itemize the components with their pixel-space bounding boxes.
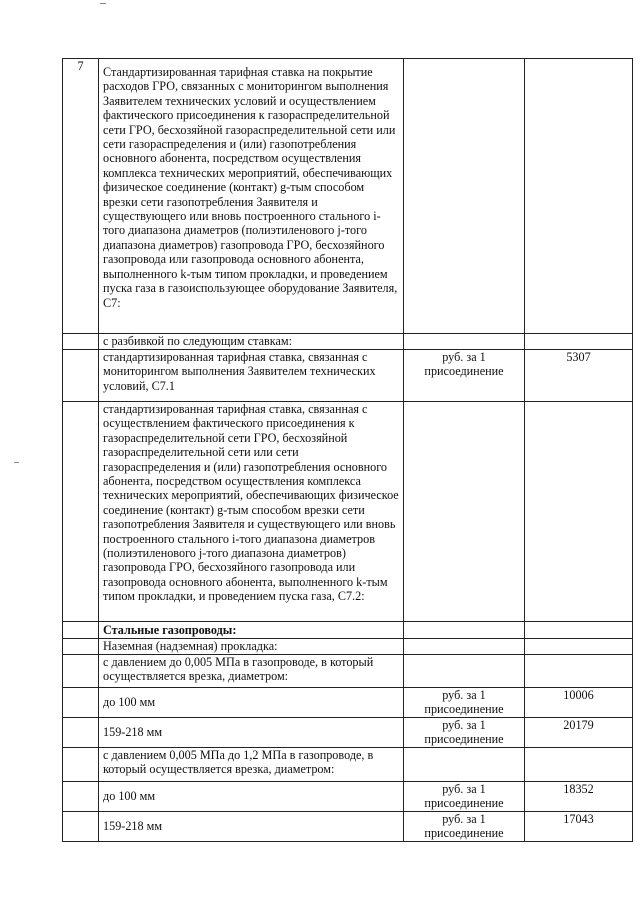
row-description: стандартизированная тарифная ставка, связанная с осуществлением фактического присоединения к газораспределительной сети ГРО, бесхозяйной газораспределительной сети или сети газораспределения и (или) газопотребления основного абонента, посредством осуществления комплекса технических мероприятий, обеспечивающих физическое соединение (контакт) g-тым способом врезки сети газопотребления Заявителя и существующего или вновь построенного стального i-того диапазона диаметров (полиэтиленового j-того диапазона диаметров) газопровода ГРО, бесхозяйного газопровода или газопровода основного абонента, выполненного k-тым типом прокладки, и проведением пуска газа, С7.2: [99, 402, 404, 622]
row-value [525, 334, 633, 350]
row-value: 10006 [525, 688, 633, 718]
row-unit [404, 334, 525, 350]
row-number [63, 718, 99, 748]
table-row [63, 639, 633, 655]
row-number [63, 350, 99, 402]
table-row [63, 655, 633, 688]
scan-speck [100, 3, 106, 4]
row-description: 159-218 мм [99, 812, 404, 842]
row-value [525, 59, 633, 334]
row-description: с разбивкой по следующим ставкам: [99, 334, 404, 350]
row-unit [404, 622, 525, 639]
row-unit: руб. за 1 присоединение [404, 812, 525, 842]
row-number: 7 [63, 59, 99, 334]
scan-speck [14, 462, 19, 463]
row-unit: руб. за 1 присоединение [404, 350, 525, 402]
row-number [63, 782, 99, 812]
row-description: с давлением до 0,005 МПа в газопроводе, в который осуществляется врезка, диаметром: [99, 655, 404, 688]
table-row [63, 748, 633, 782]
table-row [63, 622, 633, 639]
row-value: 17043 [525, 812, 633, 842]
row-value [525, 639, 633, 655]
row-value [525, 402, 633, 622]
row-value: 18352 [525, 782, 633, 812]
row-number [63, 812, 99, 842]
table-row [63, 782, 633, 812]
tariff-table [62, 58, 633, 842]
row-description: Стандартизированная тарифная ставка на покрытие расходов ГРО, связанных с мониторингом выполнения Заявителем технических условий и осуществлением фактического присоединения к газораспределительной сети ГРО, бесхозяйной газораспределительной сети или сети газораспределения и (или) газопотребления основного абонента, посредством осуществления комплекса технических мероприятий, обеспечивающих физическое соединение (контакт) g-тым способом врезки сети газопотребления Заявителя и существующего или вновь построенного стального i-того диапазона диаметров (полиэтиленового j-того диапазона диаметров) газопровода ГРО, бесхозяйного газопровода или газопровода основного абонента, выполненного k-тым типом прокладки, и проведением пуска газа в газоиспользующее оборудование Заявителя, С7: [99, 59, 404, 334]
section-heading: Стальные газопроводы: [99, 622, 404, 639]
table-row [63, 334, 633, 350]
table-row [63, 812, 633, 842]
row-unit [404, 655, 525, 688]
table-row [63, 350, 633, 402]
table-row [63, 688, 633, 718]
row-unit [404, 748, 525, 782]
row-unit [404, 402, 525, 622]
row-number [63, 639, 99, 655]
row-unit [404, 639, 525, 655]
row-unit: руб. за 1 присоединение [404, 718, 525, 748]
row-description: стандартизированная тарифная ставка, связанная с мониторингом выполнения Заявителем технических условий, С7.1 [99, 350, 404, 402]
row-description: с давлением 0,005 МПа до 1,2 МПа в газопроводе, в который осуществляется врезка, диаметром: [99, 748, 404, 782]
table-row [63, 718, 633, 748]
row-description: 159-218 мм [99, 718, 404, 748]
row-number [63, 334, 99, 350]
row-value: 20179 [525, 718, 633, 748]
row-unit: руб. за 1 присоединение [404, 688, 525, 718]
row-description: до 100 мм [99, 782, 404, 812]
row-unit: руб. за 1 присоединение [404, 782, 525, 812]
row-description: до 100 мм [99, 688, 404, 718]
row-value [525, 655, 633, 688]
row-unit [404, 59, 525, 334]
row-number [63, 688, 99, 718]
row-description: Наземная (надземная) прокладка: [99, 639, 404, 655]
row-number [63, 622, 99, 639]
row-number [63, 402, 99, 622]
row-number [63, 748, 99, 782]
row-number [63, 655, 99, 688]
row-value: 5307 [525, 350, 633, 402]
row-value [525, 622, 633, 639]
row-value [525, 748, 633, 782]
table-row [63, 59, 633, 334]
table-row [63, 402, 633, 622]
